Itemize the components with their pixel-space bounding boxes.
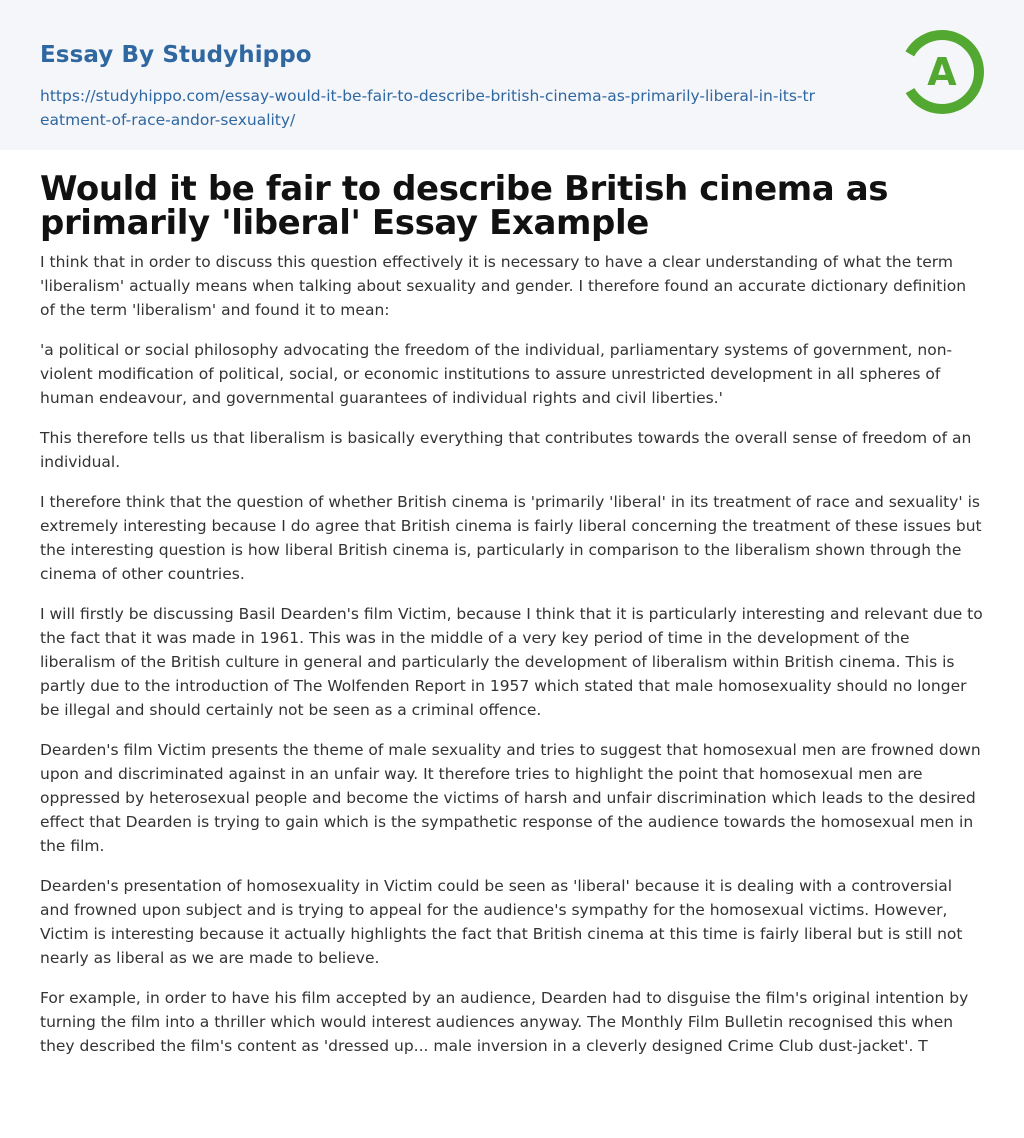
site-brand[interactable]: Essay By Studyhippo — [40, 42, 312, 68]
essay-paragraph: I therefore think that the question of whether British cinema is 'primarily 'liberal' in its treatment of race and sexuality' is extremely interesting because I do agree that British cinema is fairly liberal concerning the treatment of these issues but the interesting question is how liberal British cinema is, particularly in comparison to the liberalism shown through the cinema of other countries. — [40, 493, 982, 583]
essay-paragraph: Dearden's presentation of homosexuality in Victim could be seen as 'liberal' because it is dealing with a controversial and frowned upon subject and is trying to appeal for the audience's sympathy for the homosexual victims. However, Victim is interesting because it actually highlights the fact that British cinema at this time is fairly liberal but is still not nearly as liberal as we are made to believe. — [40, 877, 963, 967]
essay-paragraph: For example, in order to have his film accepted by an audience, Dearden had to disguise the film's original intention by turning the film into a thriller which would interest audiences anyway. The Monthly Film Bulletin recognised this when they described the film's content as 'dressed up... male inversion in a cleverly designed Crime Club dust-jacket'. T — [40, 989, 969, 1055]
source-url-link[interactable]: https://studyhippo.com/essay-would-it-be-fair-to-describe-british-cinema-as-primarily-liberal-in-its-treatment-of-race-andor-sexuality/ — [40, 87, 815, 129]
page-title: Would it be fair to describe British cinema as primarily 'liberal' Essay Example — [40, 169, 889, 243]
studyhippo-logo-icon[interactable] — [899, 29, 985, 115]
essay-paragraph: I think that in order to discuss this question effectively it is necessary to have a clear understanding of what the term 'liberalism' actually means when talking about sexuality and gender. I therefore found an accurate dictionary definition of the term 'liberalism' and found it to mean: — [40, 253, 967, 319]
site-header — [0, 0, 1024, 150]
essay-paragraph: Dearden's film Victim presents the theme of male sexuality and tries to suggest that homosexual men are frowned down upon and discriminated against in an unfair way. It therefore tries to highlight the point that homosexual men are oppressed by heterosexual people and become the victims of harsh and unfair discrimination which leads to the desired effect that Dearden is trying to gain which is the sympathetic response of the audience towards the homosexual men in the film. — [40, 741, 981, 855]
essay-paragraph: I will firstly be discussing Basil Dearden's film Victim, because I think that it is particularly interesting and relevant due to the fact that it was made in 1961. This was in the middle of a very key period of time in the development of the liberalism of the British culture in general and particularly the development of liberalism within British cinema. This is partly due to the introduction of The Wolfenden Report in 1957 which stated that male homosexuality should no longer be illegal and should certainly not be seen as a criminal offence. — [40, 605, 983, 719]
essay-content — [0, 150, 1024, 1058]
essay-paragraph: 'a political or social philosophy advocating the freedom of the individual, parliamentary systems of government, non-violent modification of political, social, or economic institutions to assure unrestricted development in all spheres of human endeavour, and governmental guarantees of individual rights and civil liberties.' — [40, 341, 953, 407]
logo-letter: A — [927, 50, 957, 94]
essay-paragraph: This therefore tells us that liberalism is basically everything that contributes towards the overall sense of freedom of an individual. — [40, 429, 972, 471]
